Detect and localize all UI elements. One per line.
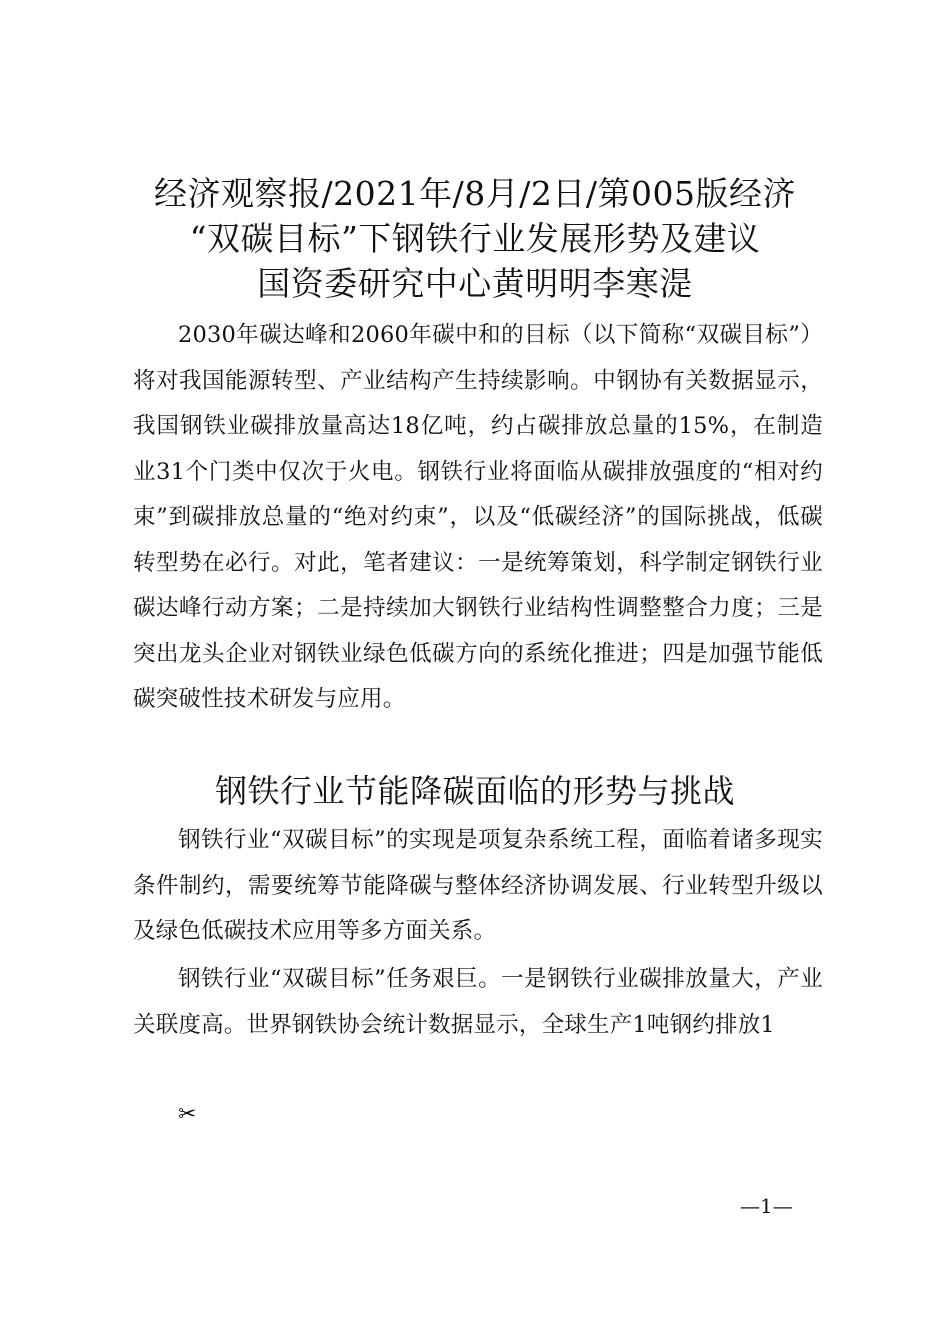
intro-paragraph-block bbox=[133, 313, 823, 723]
article-title: “双碳目标”下钢铁行业发展形势及建议 bbox=[189, 219, 761, 258]
paragraph-2: 钢铁行业“双碳目标”的实现是项复杂系统工程，面临着诸多现实条件制约，需要统筹节能降碳与整体经济协调发展、行业转型升级以及绿色低碳技术应用等多方面关系。 bbox=[133, 827, 823, 944]
paragraph-block-3 bbox=[133, 957, 823, 1048]
section-heading: 钢铁行业节能降碳面临的形势与挑战 bbox=[214, 772, 735, 810]
author-line: 国资委研究中心黄明明李寒湜 bbox=[257, 264, 693, 303]
paragraph-3: 钢铁行业“双碳目标”任务艰巨。一是钢铁行业碳排放量大，产业关联度高。世界钢铁协会统计数据显示，全球生产1吨钢约排放1 bbox=[133, 966, 823, 1038]
source-line: 经济观察报/2021年/8月/2日/第005版经济 bbox=[154, 174, 796, 213]
paragraph-block-2 bbox=[133, 818, 823, 955]
intro-paragraph: 2030年碳达峰和2060年碳中和的目标（以下简称“双碳目标”）将对我国能源转型、产业结构产生持续影响。中钢协有关数据显示，我国钢铁业碳排放量高达18亿吨，约占碳排放总量的15%，在制造业31个门类中仅次于火电。钢铁行业将面临从碳排放强度的“相对约束”到碳排放总量的“绝对约束”，以及“低碳经济”的国际挑战，低碳转型势在必行。对此，笔者建议：一是统筹策划，科学制定钢铁行业碳达峰行动方案；二是持续加大钢铁行业结构性调整整合力度；三是突出龙头企业对钢铁业绿色低碳方向的系统化推进；四是加强节能低碳突破性技术研发与应用。 bbox=[133, 322, 823, 712]
page-number: —1— bbox=[740, 1194, 793, 1218]
scissors-icon: ✂ bbox=[178, 1102, 197, 1127]
